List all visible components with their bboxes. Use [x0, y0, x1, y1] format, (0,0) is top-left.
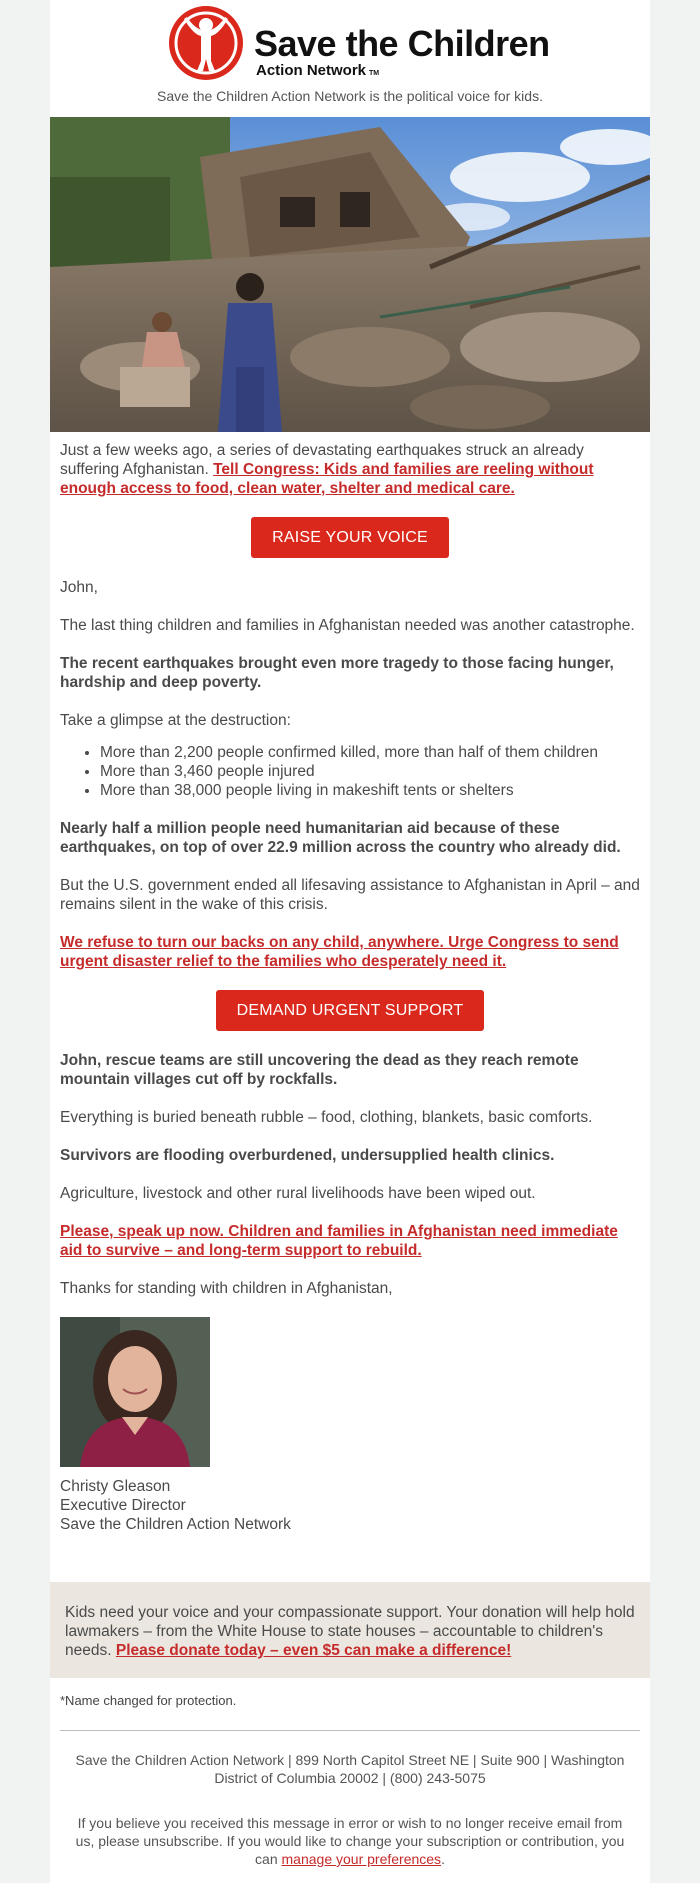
footnote: *Name changed for protection.	[60, 1693, 237, 1708]
main-content	[60, 441, 640, 1550]
unsubscribe-end: .	[441, 1851, 445, 1867]
list-item: • More than 3,460 people injured	[100, 762, 640, 781]
unsubscribe-text	[70, 1814, 630, 1868]
donate-box	[50, 1582, 650, 1678]
paragraph-humanitarian: Nearly half a million people need humanitarian aid because of these earthquakes, on top of over 22.9 million across the country who already did.	[60, 820, 621, 856]
intro-text: Just a few weeks ago, a series of devastating earthquakes struck an already suffering Afghanistan.	[60, 442, 584, 478]
urge-congress-paragraph	[60, 933, 640, 971]
signature-name: Christy Gleason	[60, 1478, 171, 1495]
email-body	[50, 0, 650, 1883]
logo-subtitle	[256, 62, 379, 79]
email-header	[50, 0, 650, 117]
paragraph-catastrophe: The last thing children and families in Afghanistan needed was another catastrophe.	[60, 617, 635, 634]
intro-link[interactable]: Tell Congress: Kids and families are reeling without enough access to food, clean water, shelter and medical care.	[60, 461, 594, 497]
intro-paragraph	[60, 441, 640, 498]
manage-preferences-link[interactable]: manage your preferences	[281, 1851, 442, 1867]
logo-emblem-icon	[168, 5, 244, 81]
unsubscribe-body: If you believe you received this message in error or wish to no longer receive email from us, please unsubscribe. If you would like to change your subscription or contribution, you can	[75, 1815, 625, 1867]
trademark: TM	[369, 70, 380, 77]
speak-up-link[interactable]: Please, speak up now. Children and families in Afghanistan need immediate aid to survive – and long-term support to rebuild.	[60, 1223, 618, 1259]
demand-support-button[interactable]: DEMAND URGENT SUPPORT	[216, 990, 485, 1031]
raise-voice-button[interactable]: RAISE YOUR VOICE	[251, 517, 449, 558]
tagline: Save the Children Action Network is the political voice for kids.	[157, 88, 543, 104]
paragraph-rescue: John, rescue teams are still uncovering the dead as they reach remote mountain villages cut off by rockfalls.	[60, 1052, 579, 1088]
signature-org: Save the Children Action Network	[60, 1516, 291, 1533]
logo[interactable]	[168, 5, 548, 85]
list-item: • More than 2,200 people confirmed killed, more than half of them children	[100, 743, 640, 762]
logo-subtitle-text: Action Network	[256, 62, 367, 79]
signature-photo	[60, 1317, 210, 1467]
paragraph-government: But the U.S. government ended all lifesaving assistance to Afghanistan in April – and remains silent in the wake of this crisis.	[60, 877, 640, 913]
paragraph-tragedy: The recent earthquakes brought even more tragedy to those facing hunger, hardship and deep poverty.	[60, 655, 614, 691]
donate-link[interactable]: Please donate today – even $5 can make a difference!	[115, 1642, 512, 1659]
signature-title: Executive Director	[60, 1497, 186, 1514]
list-item: • More than 38,000 people living in makeshift tents or shelters	[100, 781, 640, 800]
signature-block	[60, 1477, 640, 1534]
hero-image[interactable]	[50, 117, 650, 432]
avatar	[60, 1317, 210, 1467]
paragraph-livelihoods: Agriculture, livestock and other rural livelihoods have been wiped out.	[60, 1185, 536, 1202]
demand-support-row	[60, 990, 640, 1031]
urge-congress-link[interactable]: We refuse to turn our backs on any child, anywhere. Urge Congress to send urgent disaster relief to the families who desperately need it.	[60, 934, 619, 970]
speak-up-paragraph	[60, 1222, 640, 1260]
footer-address: Save the Children Action Network | 899 North Capitol Street NE | Suite 900 | Washington District of Columbia 20002 | (800) 243-5075	[75, 1752, 625, 1786]
thanks-line: Thanks for standing with children in Afghanistan,	[60, 1280, 393, 1297]
paragraph-glimpse: Take a glimpse at the destruction:	[60, 712, 291, 729]
divider	[60, 1730, 640, 1731]
destruction-list	[60, 743, 640, 800]
paragraph-rubble: Everything is buried beneath rubble – food, clothing, blankets, basic comforts.	[60, 1109, 593, 1126]
raise-voice-row	[60, 517, 640, 558]
logo-title: Save the Children	[254, 23, 550, 64]
hero-photo	[50, 117, 650, 432]
donate-text: Kids need your voice and your compassionate support. Your donation will help hold lawmakers – from the White House to state houses – accountable to children's needs.	[65, 1604, 635, 1659]
greeting: John,	[60, 579, 98, 596]
paragraph-clinics: Survivors are flooding overburdened, undersupplied health clinics.	[60, 1147, 555, 1164]
donate-paragraph	[65, 1603, 635, 1660]
